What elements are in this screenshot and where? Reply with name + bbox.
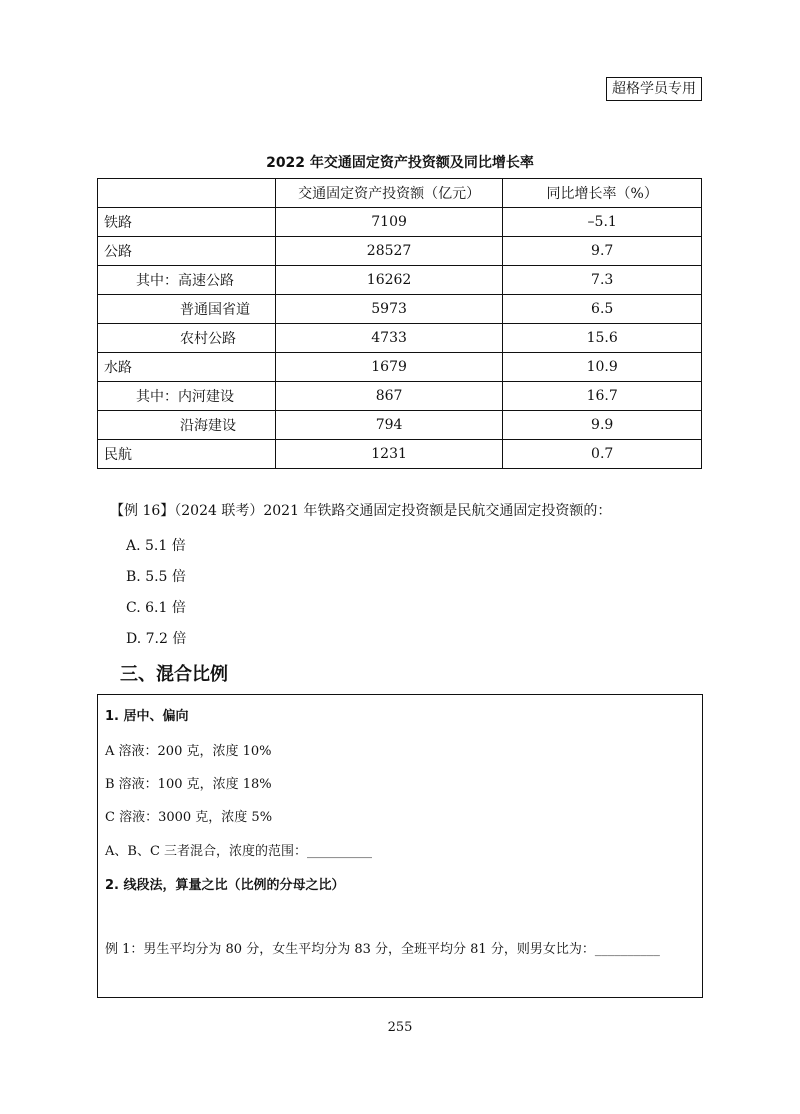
row-label: 农村公路 [98, 324, 276, 353]
section-title: 三、混合比例 [120, 664, 228, 685]
row-growth: 15.6 [503, 324, 702, 353]
row-growth: 9.7 [503, 237, 702, 266]
option-a: A. 5.1 倍 [126, 538, 186, 554]
row-investment: 867 [275, 382, 503, 411]
question-stem: 【例 16】（2024 联考）2021 年铁路交通固定投资额是民航交通固定投资额的： [110, 503, 612, 519]
row-investment: 7109 [275, 208, 503, 237]
solution-c-line: C 溶液：3000 克，浓度 5% [105, 810, 273, 825]
row-label: 其中：高速公路 [98, 266, 276, 295]
table-row [98, 440, 702, 469]
row-label: 水路 [98, 353, 276, 382]
row-label: 公路 [98, 237, 276, 266]
row-label: 沿海建设 [98, 411, 276, 440]
row-growth: –5.1 [503, 208, 702, 237]
solution-b-line: B 溶液：100 克，浓度 18% [105, 777, 272, 792]
row-growth: 7.3 [503, 266, 702, 295]
table-row [98, 208, 702, 237]
student-only-badge: 超格学员专用 [606, 77, 702, 101]
table-header-row [98, 179, 702, 208]
row-investment: 5973 [275, 295, 503, 324]
box-heading-1: 1. 居中、偏向 [105, 709, 189, 724]
row-investment: 28527 [275, 237, 503, 266]
row-investment: 16262 [275, 266, 503, 295]
option-b: B. 5.5 倍 [126, 569, 186, 585]
table-header-blank [98, 179, 276, 208]
table-title: 2022 年交通固定资产投资额及同比增长率 [266, 155, 534, 171]
table-row [98, 237, 702, 266]
row-label: 民航 [98, 440, 276, 469]
mix-range-line: A、B、C 三者混合，浓度的范围：__________ [105, 844, 373, 859]
row-growth: 16.7 [503, 382, 702, 411]
table-row [98, 411, 702, 440]
row-growth: 10.9 [503, 353, 702, 382]
table-row [98, 266, 702, 295]
option-d: D. 7.2 倍 [126, 631, 187, 647]
table-header-investment: 交通固定资产投资额（亿元） [275, 179, 503, 208]
page-number: 255 [387, 1020, 413, 1035]
table-row [98, 353, 702, 382]
note-box [97, 694, 703, 998]
row-growth: 9.9 [503, 411, 702, 440]
row-label: 其中：内河建设 [98, 382, 276, 411]
row-growth: 0.7 [503, 440, 702, 469]
box-heading-2: 2. 线段法，算量之比（比例的分母之比） [105, 878, 345, 893]
row-growth: 6.5 [503, 295, 702, 324]
investment-table [97, 178, 702, 469]
row-label: 普通国省道 [98, 295, 276, 324]
row-investment: 1679 [275, 353, 503, 382]
table-row [98, 324, 702, 353]
table-row [98, 295, 702, 324]
row-investment: 1231 [275, 440, 503, 469]
table-header-growth: 同比增长率（%） [503, 179, 702, 208]
solution-a-line: A 溶液：200 克，浓度 10% [105, 744, 272, 759]
row-label: 铁路 [98, 208, 276, 237]
example-1-line: 例 1：男生平均分为 80 分，女生平均分为 83 分，全班平均分 81 分，则男女比为：__________ [105, 942, 660, 957]
table-row [98, 382, 702, 411]
row-investment: 794 [275, 411, 503, 440]
row-investment: 4733 [275, 324, 503, 353]
option-c: C. 6.1 倍 [126, 600, 186, 616]
